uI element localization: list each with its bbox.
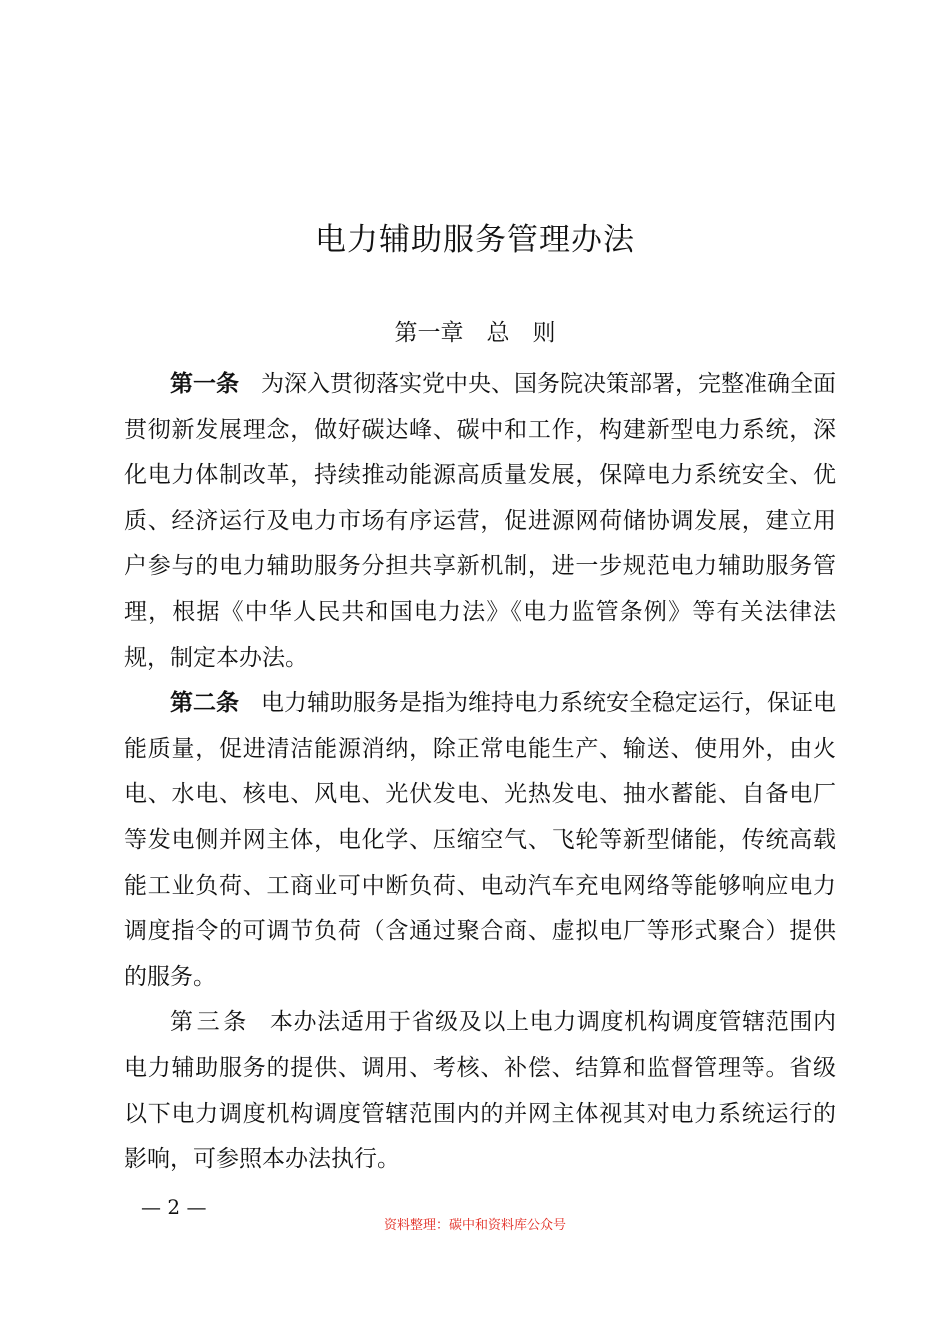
chapter-heading: 第一章 总 则 [394, 320, 556, 346]
article-3 [124, 1000, 836, 1182]
article-1-text: 为深入贯彻落实党中央、国务院决策部署，完整准确全面贯彻新发展理念，做好碳达峰、碳中和工作，构建新型电力系统，深化电力体制改革，持续推动能源高质量发展，保障电力系统安全、优质、经济运行及电力市场有序运营，促进源网荷储协调发展，建立用户参与的电力辅助服务分担共享新机制，进一步规范电力辅助服务管理，根据《中华人民共和国电力法》《电力监管条例》等有关法律法规，制定本办法。 [124, 371, 836, 671]
document-body [124, 362, 836, 1183]
article-1-label: 第一条 [170, 371, 239, 397]
page-number: — 2 — [141, 1195, 207, 1219]
article-2-label: 第二条 [170, 690, 239, 717]
article-2-text: 电力辅助服务是指为维持电力系统安全稳定运行，保证电能质量，促进清洁能源消纳，除正常电能生产、输送、使用外，由火电、水电、核电、风电、光伏发电、光热发电、抽水蓄能、自备电厂等发电侧并网主体，电化学、压缩空气、飞轮等新型储能，传统高载能工业负荷、工商业可中断负荷、电动汽车充电网络等能够响应电力调度指令的可调节负荷（含通过聚合商、虚拟电厂等形式聚合）提供的服务。 [124, 690, 836, 990]
article-2 [124, 681, 836, 1000]
document-title: 电力辅助服务管理办法 [315, 222, 635, 258]
source-watermark: 资料整理：碳中和资料库公众号 [383, 1218, 566, 1233]
article-3-label: 第三条 [170, 1009, 250, 1036]
article-3-text: 本办法适用于省级及以上电力调度机构调度管辖范围内电力辅助服务的提供、调用、考核、补偿、结算和监督管理等。省级以下电力调度机构调度管辖范围内的并网主体视其对电力系统运行的影响，可参照本办法执行。 [124, 1009, 837, 1173]
article-1 [124, 362, 836, 681]
